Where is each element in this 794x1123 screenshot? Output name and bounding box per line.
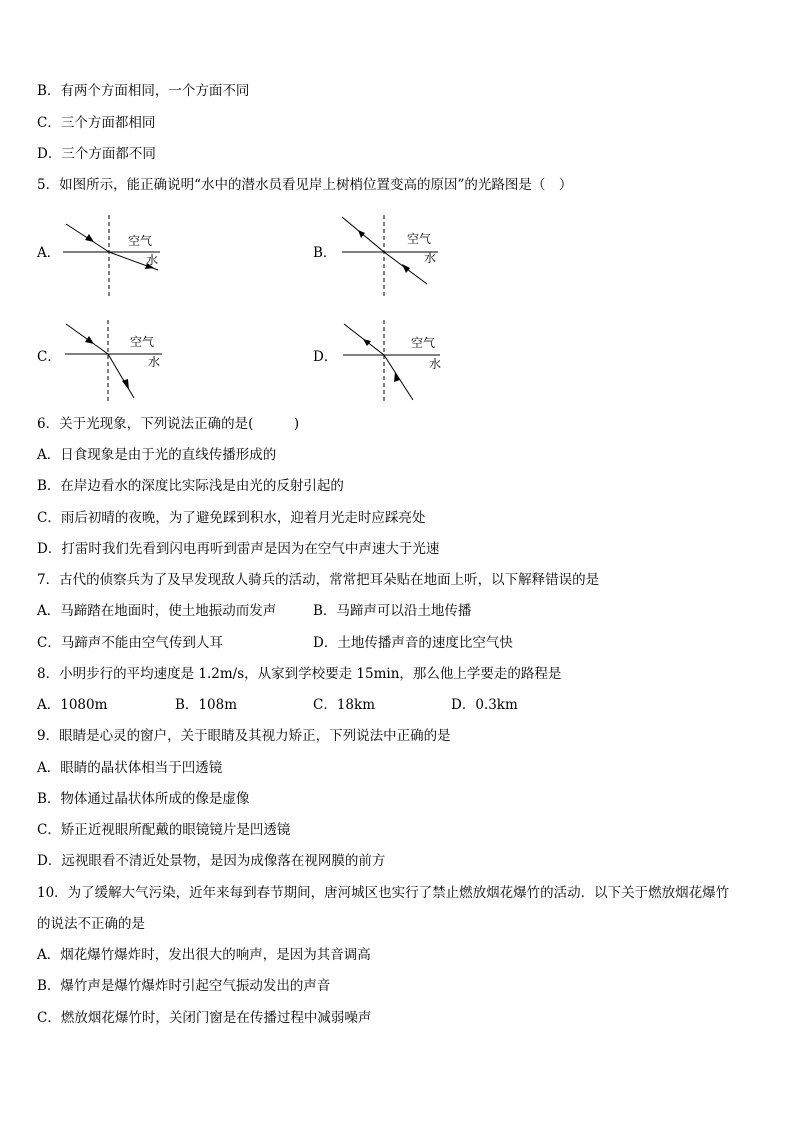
- q5-diagram-b-air: 空气: [407, 232, 432, 246]
- q9-option-b: B．物体通过晶状体所成的像是虚像: [37, 791, 250, 807]
- q5-diagram-b-water: 水: [424, 251, 437, 265]
- q5-diagram-a: [58, 212, 168, 298]
- q9-option-c: C．矫正近视眼所配戴的眼镜镜片是凹透镜: [37, 822, 291, 838]
- q5-diagram-c-water: 水: [148, 355, 161, 369]
- q5-stem: 5．如图所示，能正确说明“水中的潜水员看见岸上树梢位置变高的原因”的光路图是（ ）: [37, 177, 573, 193]
- q6-option-d: D．打雷时我们先看到闪电再听到雷声是因为在空气中声速大于光速: [37, 541, 440, 557]
- q5-diagram-a-label: A．: [37, 245, 61, 261]
- q9-stem: 9．眼睛是心灵的窗户，关于眼睛及其视力矫正，下列说法中正确的是: [37, 728, 451, 744]
- q8-option-c: C．18km: [313, 697, 375, 713]
- q4-option-b: B．有两个方面相同，一个方面不同: [37, 83, 250, 99]
- q10-option-c: C．燃放烟花爆竹时，关闭门窗是在传播过程中减弱噪声: [37, 1010, 372, 1026]
- q7-option-a: A．马蹄踏在地面时，使土地振动而发声: [37, 603, 277, 619]
- q8-option-d: D．0.3km: [451, 697, 518, 713]
- q7-option-d: D．土地传播声音的速度比空气快: [313, 635, 513, 651]
- q10-stem-line1: 10．为了缓解大气污染，近年来每到春节期间，唐河城区也实行了禁止燃放烟花爆竹的活动．以下关于燃放烟花爆竹: [37, 885, 730, 901]
- q7-option-c: C．马蹄声不能由空气传到人耳: [37, 635, 223, 651]
- q4-option-c: C．三个方面都相同: [37, 115, 156, 131]
- q6-option-a: A．日食现象是由于光的直线传播形成的: [37, 447, 277, 463]
- q5-diagram-a-water: 水: [146, 253, 159, 267]
- q5-diagram-b-label: B．: [313, 245, 337, 261]
- q10-option-b: B．爆竹声是爆竹爆炸时引起空气振动发出的声音: [37, 978, 331, 994]
- q6-option-c: C．雨后初晴的夜晚，为了避免踩到积水，迎着月光走时应踩亮处: [37, 510, 426, 526]
- q5-diagram-a-air: 空气: [128, 234, 153, 248]
- q7-stem: 7．古代的侦察兵为了及早发现敌人骑兵的活动，常常把耳朵贴在地面上听，以下解释错误的是: [37, 572, 600, 588]
- q10-option-a: A．烟花爆竹爆炸时，发出很大的响声，是因为其音调高: [37, 947, 371, 963]
- q9-option-a: A．眼睛的晶状体相当于凹透镜: [37, 760, 223, 776]
- q5-diagram-d: [334, 318, 444, 404]
- q4-option-d: D．三个方面都不同: [37, 146, 156, 162]
- q6-stem: 6．关于光现象，下列说法正确的是( ): [37, 416, 300, 432]
- q5-diagram-b: [334, 212, 444, 298]
- q5-diagram-c-air: 空气: [130, 335, 155, 349]
- q5-diagram-c-label: C．: [37, 349, 61, 365]
- q5-diagram-d-label: D．: [313, 349, 338, 365]
- q8-option-a: A．1080m: [37, 697, 108, 713]
- q9-option-d: D．远视眼看不清近处景物，是因为成像落在视网膜的前方: [37, 853, 386, 869]
- q5-diagram-d-water: 水: [429, 357, 442, 371]
- q5-diagram-d-air: 空气: [411, 336, 436, 350]
- q10-stem-line2: 的说法不正确的是: [37, 916, 145, 932]
- q7-option-b: B．马蹄声可以沿土地传播: [313, 603, 472, 619]
- q8-stem: 8．小明步行的平均速度是 1.2m/s，从家到学校要走 15min，那么他上学要走的路程是: [37, 666, 562, 682]
- q5-diagram-c: [58, 318, 168, 404]
- q6-option-b: B．在岸边看水的深度比实际浅是由光的反射引起的: [37, 478, 344, 494]
- q8-option-b: B．108m: [175, 697, 237, 713]
